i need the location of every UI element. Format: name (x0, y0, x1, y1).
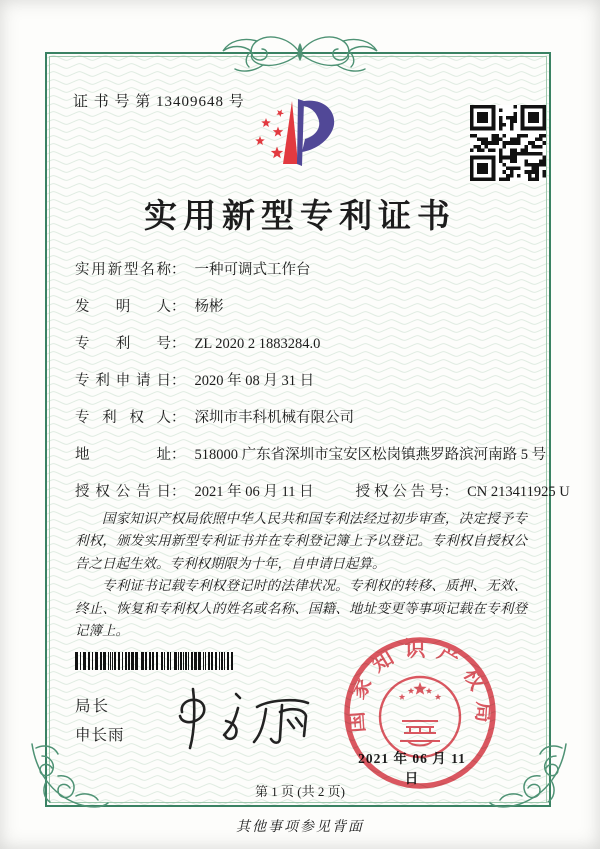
field-colon: ： (443, 484, 459, 500)
cnipa-logo-icon (235, 92, 355, 184)
seal-emblem-stars (399, 682, 441, 700)
field-value: 2020 年 08 月 31 日 (194, 373, 315, 389)
back-note: 其他事项参见背面 (236, 820, 364, 835)
field-label: 专利申请日 (75, 373, 171, 389)
legal-paragraph-2: 专利证书记载专利权登记时的法律状况。专利权的转移、质押、无效、终止、恢复和专利权人的姓名或名称、国籍、地址变更等事项记载在专利登记簿上。 (75, 578, 527, 639)
field-label: 专利号 (75, 336, 171, 352)
field-colon: ： (171, 484, 186, 500)
field-label: 专利权人 (75, 410, 171, 426)
bottom-left-corner-flourish-icon (28, 742, 110, 814)
field-label: 授权公告日 (75, 484, 171, 500)
field-value: 深圳市丰科机械有限公司 (194, 410, 354, 426)
seal-emblem-gate (400, 721, 440, 746)
field-row-filing-date (75, 369, 535, 406)
page-indicator: 第 1 页 (共 2 页) (255, 784, 345, 799)
field-colon: ： (171, 447, 186, 463)
top-border-ornament-icon (205, 29, 395, 79)
field-value: CN 213411925 U (467, 484, 570, 500)
field-row-patent-number (75, 332, 535, 369)
official-seal (340, 633, 500, 795)
field-row-address (75, 443, 547, 480)
seal-date: 2021 年 06 月 11 日 (358, 751, 466, 786)
field-row-inventor (75, 295, 535, 332)
field-row-patentee (75, 406, 535, 443)
legal-text (75, 508, 527, 642)
director-name: 申长雨 (75, 727, 125, 744)
field-colon: ： (171, 262, 186, 278)
field-colon: ： (171, 336, 186, 352)
field-label: 实用新型名称 (75, 262, 171, 278)
bottom-right-corner-flourish-icon (488, 742, 570, 814)
field-label: 地址 (75, 447, 171, 463)
field-value: 518000 广东省深圳市宝安区松岗镇燕罗路滨河南路 5 号 (194, 447, 547, 463)
barcode (75, 652, 235, 670)
field-value: ZL 2020 2 1883284.0 (194, 336, 321, 352)
field-label: 发明人 (75, 299, 171, 315)
qr-code (470, 105, 546, 181)
logo-wedge (283, 101, 298, 164)
field-colon: ： (171, 373, 186, 389)
field-row-name (75, 258, 535, 295)
field-colon: ： (171, 410, 186, 426)
certificate-fields (75, 258, 570, 517)
field-value: 2021 年 06 月 11 日 (194, 484, 314, 500)
field-value: 杨彬 (194, 299, 224, 315)
director-signature (152, 678, 320, 758)
certificate-title: 实用新型专利证书 (144, 199, 456, 235)
field-label: 授权公告号 (355, 484, 444, 500)
legal-paragraph-1: 国家知识产权局依照中华人民共和国专利法经过初步审查，决定授予专利权，颁发实用新型专利证书并在专利登记簿上予以登记。专利权自授权公告之日起生效。专利权期限为十年，自申请日起算。 (75, 511, 527, 571)
field-value: 一种可调式工作台 (194, 262, 311, 278)
director-title: 局长 (75, 698, 111, 715)
seal-ring-text: 国家知识产权局 (343, 637, 497, 734)
field-pair2 (356, 484, 570, 500)
certificate-number: 证 书 号 第 13409648 号 (73, 94, 245, 110)
field-colon: ： (171, 299, 186, 315)
